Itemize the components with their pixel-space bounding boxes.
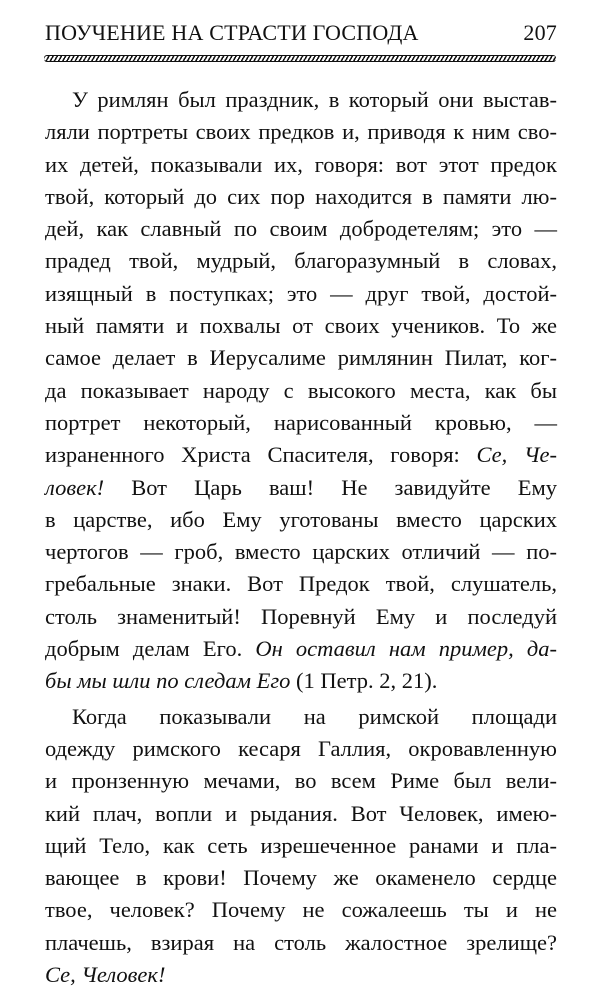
text-segment: израненного Христа Спасителя, говоря:: [45, 442, 477, 468]
text-segment: самое делает в Иерусалиме римлянин Пилат, ког-: [45, 345, 557, 371]
text-line: [45, 894, 557, 926]
text-segment: щий Тело, как сеть изрешеченное ранами и пла-: [45, 832, 557, 858]
text-line: [45, 472, 557, 504]
text-line: [45, 765, 557, 797]
text-line: [45, 665, 557, 697]
text-line: [45, 798, 557, 830]
text-segment: да показывает народу с высокого места, как бы: [45, 377, 557, 403]
text-line: [45, 84, 557, 116]
text-segment: вающее в крови! Почему же окаменело сердце: [45, 865, 557, 891]
italic-quote: Се, Человек!: [45, 962, 166, 988]
text-segment: в царстве, ибо Ему уготованы вместо царских: [45, 506, 557, 532]
text-segment: добрым делам Его.: [45, 636, 256, 662]
text-segment: портрет некоторый, нарисованный кровью, —: [45, 409, 557, 435]
text-segment: Вот Царь ваш! Не завидуйте Ему: [104, 474, 557, 500]
text-segment: твой, который до сих пор находится в памяти лю-: [45, 183, 557, 209]
text-segment: Когда показывали на римской площади: [72, 703, 557, 729]
text-segment: столь знаменитый! Поревнуй Ему и последуй: [45, 603, 557, 629]
text-segment: одежду римского кесаря Галлия, окровавленную: [45, 735, 557, 761]
text-line: [45, 601, 557, 633]
text-line: [45, 439, 557, 471]
italic-quote: бы мы шли по следам Его: [45, 668, 291, 694]
italic-quote: Се, Че-: [476, 442, 557, 468]
text-line: [45, 633, 557, 665]
text-line: [45, 342, 557, 374]
text-line: [45, 278, 557, 310]
text-segment: плачешь, взирая на столь жалостное зрелище?: [45, 929, 557, 955]
body-text: [45, 84, 557, 991]
text-line: [45, 375, 557, 407]
text-segment: изящный в поступках; это — друг твой, достой-: [45, 280, 557, 306]
text-segment: дей, как славный по своим добродетелям; это —: [45, 216, 557, 242]
italic-quote: Он оставил нам пример, да-: [255, 636, 557, 662]
italic-quote: ловек!: [45, 474, 105, 500]
text-line: [45, 862, 557, 894]
text-line: [45, 116, 557, 148]
text-line: [45, 536, 557, 568]
paragraph: [45, 701, 557, 991]
text-line: [45, 959, 557, 991]
text-segment: прадед твой, мудрый, благоразумный в словах,: [45, 248, 557, 274]
running-title: ПОУЧЕНИЕ НА СТРАСТИ ГОСПОДА: [45, 20, 419, 45]
text-segment: ный памяти и похвалы от своих учеников. То же: [45, 313, 557, 339]
text-line: [45, 701, 557, 733]
text-segment: гребальные знаки. Вот Предок твой, слушатель,: [45, 571, 557, 597]
text-line: [45, 504, 557, 536]
text-segment: и пронзенную мечами, во всем Риме был вели-: [45, 768, 557, 794]
text-segment: (1 Петр. 2, 21).: [290, 668, 438, 694]
text-segment: чертогов — гроб, вместо царских отличий — по-: [45, 539, 557, 565]
ornamental-rule: [44, 55, 556, 62]
text-line: [45, 181, 557, 213]
text-segment: У римлян был праздник, в который они выстав-: [72, 87, 557, 112]
text-segment: ляли портреты своих предков и, приводя к ним сво-: [45, 119, 557, 145]
text-line: [45, 149, 557, 181]
text-line: [45, 927, 557, 959]
running-header: [45, 20, 557, 50]
paragraph: [45, 84, 557, 698]
text-line: [45, 310, 557, 342]
text-line: [45, 407, 557, 439]
page-number: 207: [523, 20, 557, 45]
text-line: [45, 733, 557, 765]
text-segment: кий плач, вопли и рыдания. Вот Человек, имею-: [45, 800, 557, 826]
text-segment: их детей, показывали их, говоря: вот этот предок: [45, 151, 557, 177]
text-line: [45, 568, 557, 600]
text-line: [45, 830, 557, 862]
text-line: [45, 213, 557, 245]
text-line: [45, 245, 557, 277]
text-segment: твое, человек? Почему не сожалеешь ты и не: [45, 897, 557, 923]
